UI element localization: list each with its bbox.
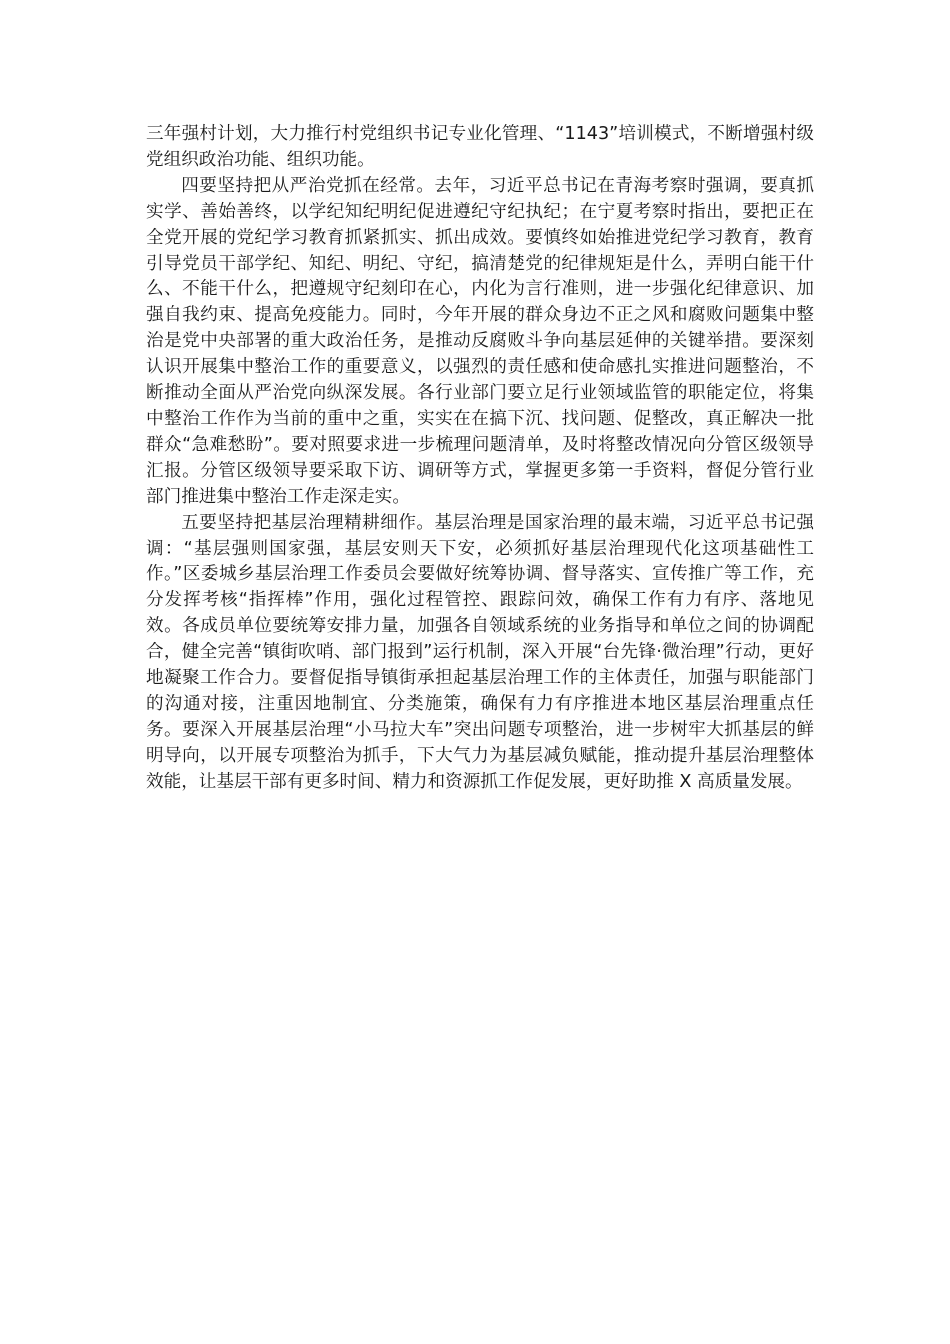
paragraph-continuation: 三年强村计划，大力推行村党组织书记专业化管理、“1143”培训模式，不断增强村级党组织政治功能、组织功能。 [146, 124, 814, 170]
paragraph-discipline: 四要坚持把从严治党抓在经常。去年，习近平总书记在青海考察时强调，要真抓实学、善始善终，以学纪知纪明纪促进遵纪守纪执纪；在宁夏考察时指出，要把正在全党开展的党纪学习教育抓紧抓实、抓出成效。要慎终如始推进党纪学习教育，教育引导党员干部学纪、知纪、明纪、守纪，搞清楚党的纪律规矩是什么，弄明白能干什么、不能干什么，把遵规守纪刻印在心，内化为言行准则，进一步强化纪律意识、加强自我约束、提高免疫能力。同时，今年开展的群众身边不正之风和腐败问题集中整治是党中央部署的重大政治任务，是推动反腐败斗争向基层延伸的关键举措。要深刻认识开展集中整治工作的重要意义，以强烈的责任感和使命感扎实推进问题整治，不断推动全面从严治党向纵深发展。各行业部门要立足行业领域监管的职能定位，将集中整治工作作为当前的重中之重，实实在在搞下沉、找问题、促整改，真正解决一批群众“急难愁盼”。要对照要求进一步梳理问题清单，及时将整改情况向分管区级领导汇报。分管区级领导要采取下访、调研等方式，掌握更多第一手资料，督促分管行业部门推进集中整治工作走深走实。 [146, 175, 814, 507]
paragraph-grassroots-governance: 五要坚持把基层治理精耕细作。基层治理是国家治理的最末端，习近平总书记强调：“基层强则国家强，基层安则天下安，必须抓好基层治理现代化这项基础性工作。”区委城乡基层治理工作委员会要做好统筹协调、督导落实、宣传推广等工作，充分发挥考核“指挥棒”作用，强化过程管控、跟踪问效，确保工作有力有序、落地见效。各成员单位要统筹安排力量，加强各自领域系统的业务指导和单位之间的协调配合，健全完善“镇街吹哨、部门报到”运行机制，深入开展“台先锋·微治理”行动，更好地凝聚工作合力。要督促指导镇街承担起基层治理工作的主体责任，加强与职能部门的沟通对接，注重因地制宜、分类施策，确保有力有序推进本地区基层治理重点任务。要深入开展基层治理“小马拉大车”突出问题专项整治，进一步树牢大抓基层的鲜明导向，以开展专项整治为抓手，下大气力为基层减负赋能，推动提升基层治理整体效能，让基层干部有更多时间、精力和资源抓工作促发展，更好助推 X 高质量发展。 [146, 512, 814, 792]
document-body [146, 122, 814, 796]
